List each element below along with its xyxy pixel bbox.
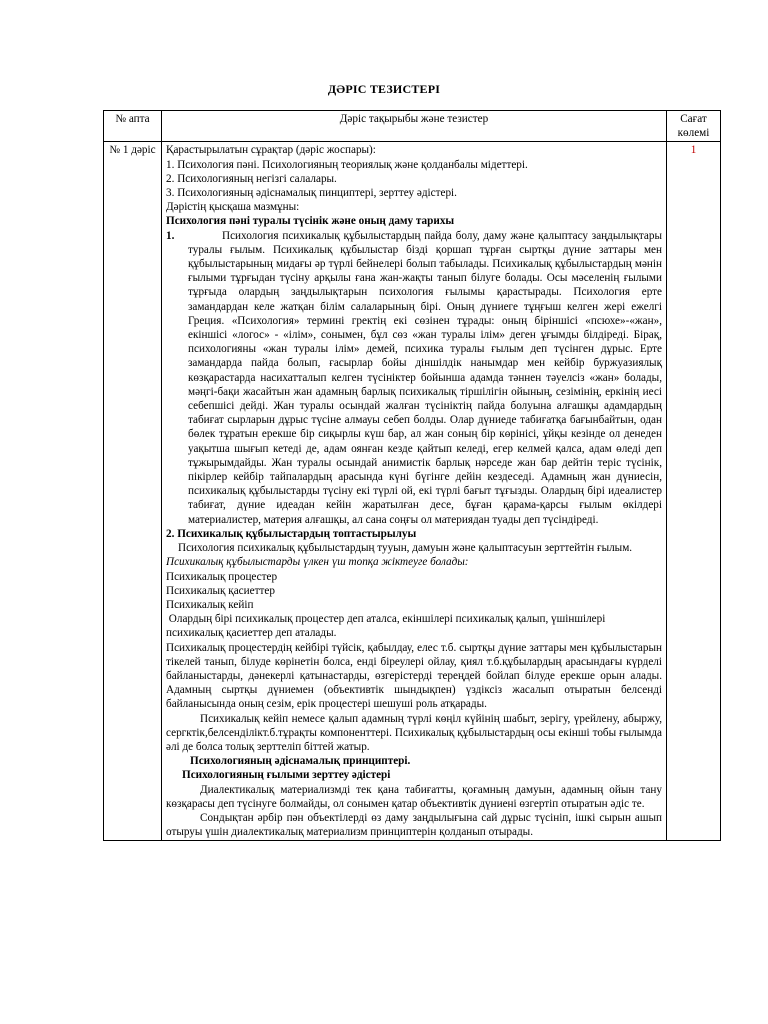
hours-cell: 1 bbox=[667, 142, 721, 841]
group-item-2: Психикалық қасиеттер bbox=[166, 584, 275, 597]
week-header: № апта bbox=[104, 111, 162, 142]
plan-item-2: 2. Психологияның негізгі салалары. bbox=[166, 172, 337, 185]
hours-header: Сағат көлемі bbox=[667, 111, 721, 142]
paragraph-d: Диалектикалық материализмді тек қана табиғатты, қоғамның дамуын, адамның ойын тану көзқарасы деп түсінуге болмайды, ол сонымен қатар объективтік дүниені өзгертіп отыратын әдіс те. bbox=[166, 783, 662, 810]
week-cell: № 1 дәріс bbox=[104, 142, 162, 841]
table-header-row bbox=[104, 111, 721, 142]
lecture-table bbox=[103, 110, 721, 841]
plan-item-1: 1. Психология пәні. Психологияның теориялық және қолданбалы мідеттері. bbox=[166, 158, 528, 171]
group-item-1: Психикалық процестер bbox=[166, 570, 278, 583]
plan-title: Қарастырылатын сұрақтар (дәріс жоспары): bbox=[166, 144, 376, 157]
paragraph-e: Сондықтан әрбір пән объектілерді өз даму заңдылығына сай дұрыс түсініп, ішкі сырын ашып отыруы үшін диалектикалық материализм принциптерін қолданып отырады. bbox=[166, 811, 662, 839]
section-2-intro: Психология психикалық құбылыстардың тууын, дамуын және қалыптасуын зерттейтін ғылым. bbox=[178, 542, 633, 555]
section-1-text: Психология психикалық құбылыстардың пайда болу, даму және қалыптасу заңдылықтары туралы ғылым. Психикалық құбылыстар бізді қоршап тұрған сыртқы дүние заттары мен құбылыстарының мидағы әр түрлі бейнелері болып табылады. Психикалық құбылыстардың мәнін ғылыми тұрғыдан түсіну арқылы ғана жан-жақты танып білуге болады. Осы мәселенің ғылыми тұрғыда олардың заңдылықтарын психология ғылымы қарастырады. Психология ерте замандардан келе жатқан білім салаларының бірі. Оның дүниеге тұңғыш келген жері ежелгі Греция. «Психология» термині гректің екі сөзінен тұрады: оның біріншісі «псюхе»-«жан», екіншісі «логос» - «ілім», сонымен, бұл сөз «жан туралы ілім» деген ұғымды білдіреді. Бірақ, психологияны «жан туралы ілім» демей, психика туралы ғылым деп түсінген дұрыс. Ерте замандарда пайда болып, ғасырлар бойы діншілдік нанымдар мен кейбір буржуазиялық көзқарастарда насихатталып келген түсініктер бойынша адамда тәннен тәуелсіз «жан» болады, мәңгі-бақи жасайтын жан адамның барлық психикалық тіршілігін ойының, сезімінің, еркінің иесі себепшісі дейді. Жан туралы осындай жалған түсініктің пайда болуына алғашқы адамдардың табиғат сырларын дұрыс түсіне алмауы себеп болды. Олар дүниеде табиғатқа бағынбайтын, одан бөлек тұратын ерекше бір сиқырлы күш бар, ал жан соның бір көрінісі, ұйқы кезінде ол денеден уақытша шығып кетеді де, адам оянған кезде қайтып келеді, егер келмей қалса, адам өледі деп тұжырымдайды. Жан туралы осындай анимистік барлық нәрседе жан бар дейтін теріс түсінік, пікірлер кейбір тайпалардың арасында күні бүгінге дейін кездеседі. Адамның жан дүниесін, психикалық құбылыстарды түсіну екі түрлі ой, екі түрлі бағыт тұғызды. Олардың бірі идеалистер табиғат, дүние идеадан кейін жаратылған десе, бұған қарама-қарсы ғылым өкілдері материалистер, материя алғашқы, ал сана соңғы ол материядан туады деп түсіндіреді. bbox=[188, 229, 662, 526]
topic-header: Дәріс тақырыбы және тезистер bbox=[162, 111, 667, 142]
section-1-number: 1. bbox=[166, 229, 175, 242]
section-1-block bbox=[166, 229, 662, 527]
table-row bbox=[104, 142, 721, 841]
summary-title: Дәрістің қысқаша мазмұны: bbox=[166, 201, 300, 214]
plan-item-3: 3. Психологияның әдіснамалық пинциптері, зерттеу әдістері. bbox=[166, 187, 457, 200]
section-1-heading: Психология пәні туралы түсінік және оның даму тарихы bbox=[166, 215, 455, 228]
heading-methods: Психологияның ғылыми зерттеу әдістері bbox=[182, 769, 391, 782]
group-item-3: Психикалық кейіп bbox=[166, 598, 254, 611]
paragraph-b: Психикалық процестердің кейбірі түйсік, қабылдау, елес т.б. сыртқы дүние заттары мен құбылыстарын тікелей танып, білуде көрінетін болса, енді біреулері ойлау, қиял т.б.құбылардың арасындағы күрделі байланыстарды, дәнекерлі қатынастарды, өзгерістерді тереңдей бойлап білуде ерекше орын алады. Адамның сыртқы дүниемен (объективтік шындықпен) үздіксіз жасалып отыратын белсенді байланысында оның сезім, ерік процестері шешуші роль атқарады. bbox=[166, 641, 662, 711]
paragraph-c: Психикалық кейіп немесе қалып адамның түрлі көңіл күйінің шабыт, зерігу, үрейлену, абыржу, сергктік,белсенділікт.б.тұрақты компоненттері. Психикалық құбылыстардың осы екінші тобы ғылымда әлі де болса толық зерттеліп біттей жатыр. bbox=[166, 712, 662, 753]
section-2-italic: Психикалық құбылыстарды үлкен үш топқа жіктеуге болады: bbox=[166, 556, 469, 569]
content-cell bbox=[162, 142, 667, 841]
page-title: ДӘРІС ТЕЗИСТЕРІ bbox=[327, 82, 441, 96]
section-2-heading: 2. Психикалық құбылыстардың топтастырылуы bbox=[166, 527, 417, 540]
heading-methodology: Психологияның әдіснамалық принциптері. bbox=[190, 755, 411, 768]
paragraph-a: Олардың бірі психикалық процестер деп аталса, екіншілері психикалық қалып, үшіншілері психикалық қасиеттер деп аталады. bbox=[166, 613, 609, 640]
